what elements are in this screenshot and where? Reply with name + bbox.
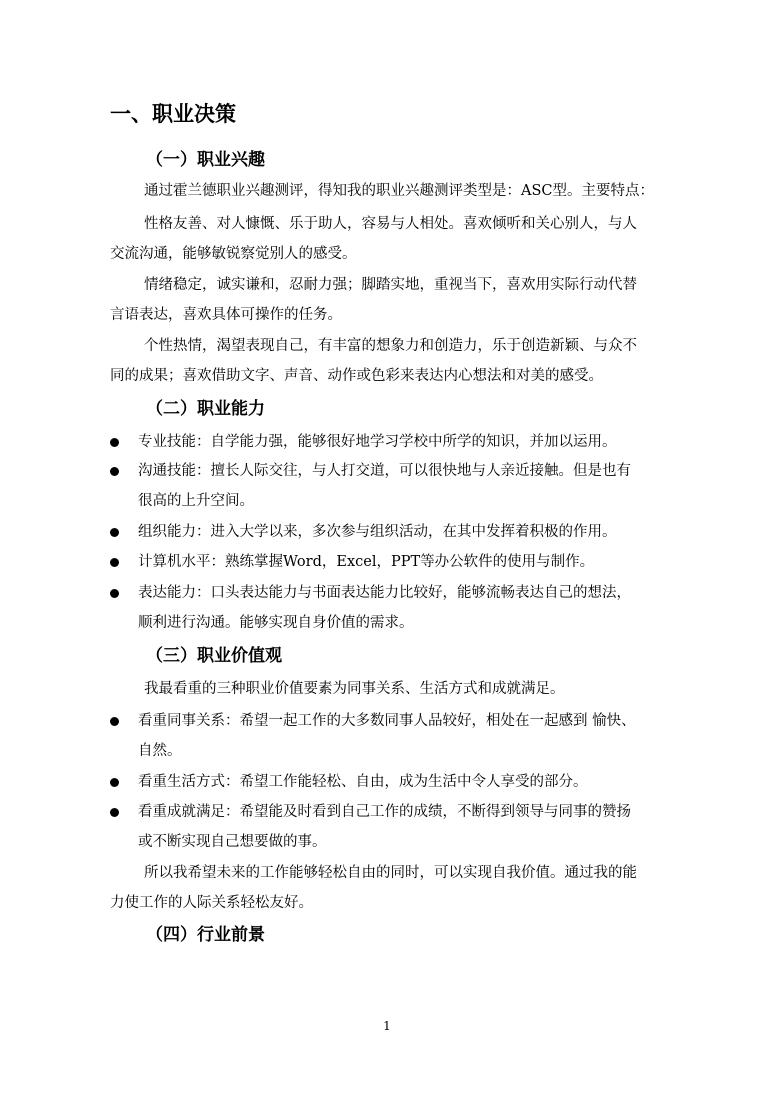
bullet-icon: [110, 778, 119, 787]
page-number: 1: [383, 1019, 391, 1033]
text-line: 表达能力：口头表达能力与书面表达能力比较好，能够流畅表达自己的想法，: [138, 585, 631, 601]
interest-paragraph-1: [110, 209, 676, 269]
text-line: 我最看重的三种职业价值要素为同事关系、生活方式和成就满足。: [144, 681, 565, 697]
text-line: 很高的上升空间。: [138, 493, 254, 509]
text-line: 看重同事关系：希望一起工作的大多数同事人品较好，相处在一起感到 愉快、: [138, 713, 636, 729]
values-conclusion: [110, 858, 676, 918]
bullet-icon: [110, 528, 119, 537]
text-line: 个性热情，渴望表现自己，有丰富的想象力和创造力，乐于创造新颖、与众不: [144, 338, 637, 354]
bullet-icon: [110, 589, 119, 598]
section-title-prospect: （四）行业前景: [146, 925, 265, 945]
values-item-achievement: [110, 797, 676, 857]
text-line: 性格友善、对人慷慨、乐于助人，容易与人相处。喜欢倾听和关心别人，与人: [144, 216, 637, 232]
text-line: 言语表达，喜欢具体可操作的任务。: [110, 307, 342, 323]
text-line: 顺利进行沟通。能够实现自身价值的需求。: [138, 615, 414, 631]
text-line: 专业技能：自学能力强，能够很好地学习学校中所学的知识，并加以运用。: [138, 434, 617, 450]
bullet-icon: [110, 808, 119, 817]
ability-item-communication: [110, 456, 676, 516]
text-line: 通过霍兰德职业兴趣测评，得知我的职业兴趣测评类型是：ASC型。主要特点：: [144, 183, 654, 199]
interest-paragraph-2: [110, 270, 676, 330]
text-line: 沟通技能：擅长人际交往，与人打交道，可以很快地与人亲近接触。但是也有: [138, 463, 631, 479]
ability-item-expression: [110, 578, 676, 638]
text-line: 同的成果；喜欢借助文字、声音、动作或色彩来表达内心想法和对美的感受。: [110, 368, 603, 384]
text-line: 看重生活方式：希望工作能轻松、自由，成为生活中令人享受的部分。: [138, 774, 588, 790]
bullet-icon: [110, 467, 119, 476]
bullet-icon: [110, 558, 119, 567]
interest-paragraph-3: [110, 331, 676, 391]
values-intro: [110, 674, 676, 704]
section-title-interest: （一）职业兴趣: [146, 150, 265, 170]
text-line: 情绪稳定，诚实谦和，忍耐力强；脚踏实地，重视当下，喜欢用实际行动代替: [144, 277, 637, 293]
values-item-lifestyle: [110, 767, 676, 797]
text-line: 或不断实现自己想要做的事。: [138, 834, 327, 850]
ability-item-organization: [110, 517, 676, 547]
text-line: 力使工作的人际关系轻松友好。: [110, 895, 313, 911]
section-title-ability: （二）职业能力: [146, 399, 265, 419]
ability-item-computer: [110, 547, 676, 577]
text-line: 组织能力：进入大学以来，多次参与组织活动，在其中发挥着积极的作用。: [138, 524, 617, 540]
heading-career-decision: 一、职业决策: [110, 102, 236, 126]
bullet-icon: [110, 717, 119, 726]
interest-intro: [110, 176, 676, 206]
text-line: 看重成就满足：希望能及时看到自己工作的成绩，不断得到领导与同事的赞扬: [138, 804, 631, 820]
text-line: 所以我希望未来的工作能够轻松自由的同时，可以实现自我价值。通过我的能: [144, 865, 637, 881]
bullet-icon: [110, 438, 119, 447]
text-line: 自然。: [138, 743, 182, 759]
values-item-colleagues: [110, 706, 676, 766]
text-line: 交流沟通，能够敏锐察觉别人的感受。: [110, 246, 357, 262]
ability-item-professional: [110, 427, 676, 457]
text-line: 计算机水平：熟练掌握Word，Excel，PPT等办公软件的使用与制作。: [138, 554, 595, 570]
section-title-values: （三）职业价值观: [146, 646, 282, 666]
